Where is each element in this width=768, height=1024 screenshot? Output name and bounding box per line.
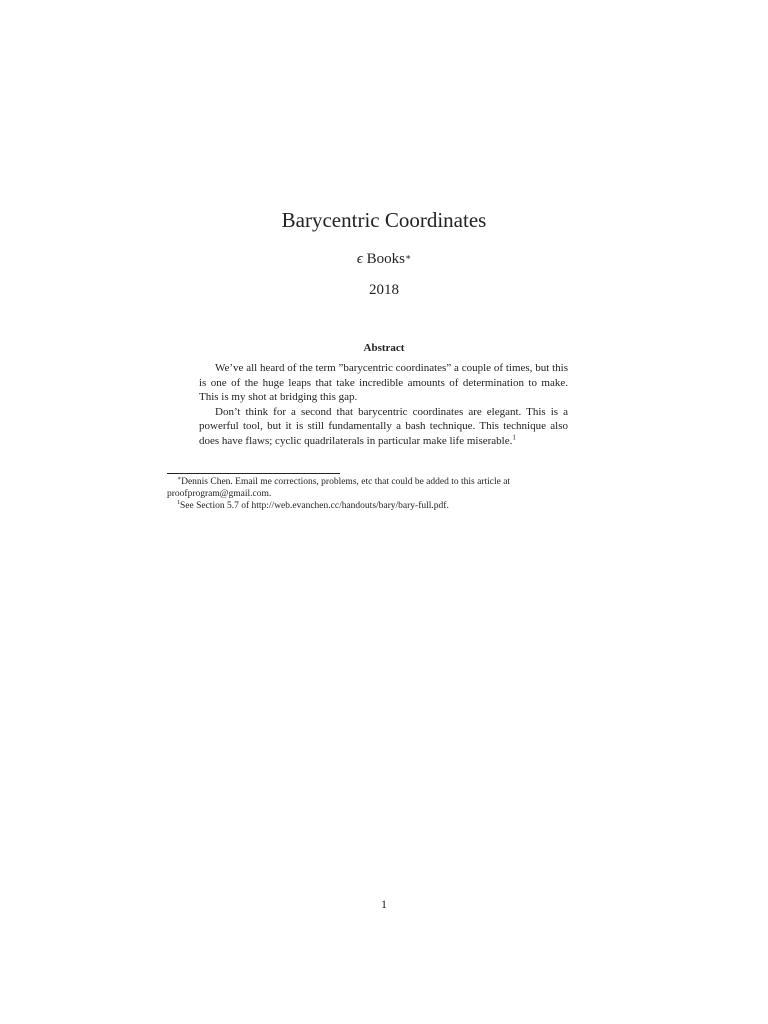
abstract-paragraph (199, 361, 568, 405)
abstract-body (199, 361, 568, 449)
abstract-paragraph-text: We’ve all heard of the term ”barycentric coordinates” a couple of times, but this is one of the huge leaps that take incredible amounts of determination to make. This is my shot at bridging this gap. (199, 362, 568, 404)
footnote-text: Dennis Chen. Email me corrections, problems, etc that could be added to this article at proofprogram@gmail.com. (167, 477, 511, 499)
abstract-heading: Abstract (363, 342, 405, 354)
footnotes (167, 476, 607, 512)
abstract-paragraph-text: Don’t think for a second that barycentric coordinates are elegant. This is a powerful tool, but it is still fundamentally a bash technique. This technique also does have flaws; cyclic quadrilaterals in particular make life miserable. (199, 405, 568, 447)
author-footnote-marker: ∗ (405, 252, 412, 262)
author-epsilon-symbol: ϵ (356, 251, 363, 267)
footnote-marker: ∗ (177, 475, 182, 482)
footnote-divider (167, 473, 340, 474)
author-name: Books (366, 251, 405, 267)
paper-title: Barycentric Coordinates (281, 208, 487, 232)
abstract-footnote-marker: 1 (512, 433, 516, 442)
footnote-text: See Section 5.7 of http://web.evanchen.cc/handouts/bary/bary-full.pdf. (180, 501, 449, 511)
page-number: 1 (381, 897, 387, 911)
footnote (167, 500, 607, 512)
footnote-marker: 1 (177, 499, 180, 506)
footnote (167, 476, 607, 500)
paper-date: 2018 (369, 282, 399, 298)
paper-author (0, 249, 768, 269)
abstract-paragraph (199, 405, 568, 449)
